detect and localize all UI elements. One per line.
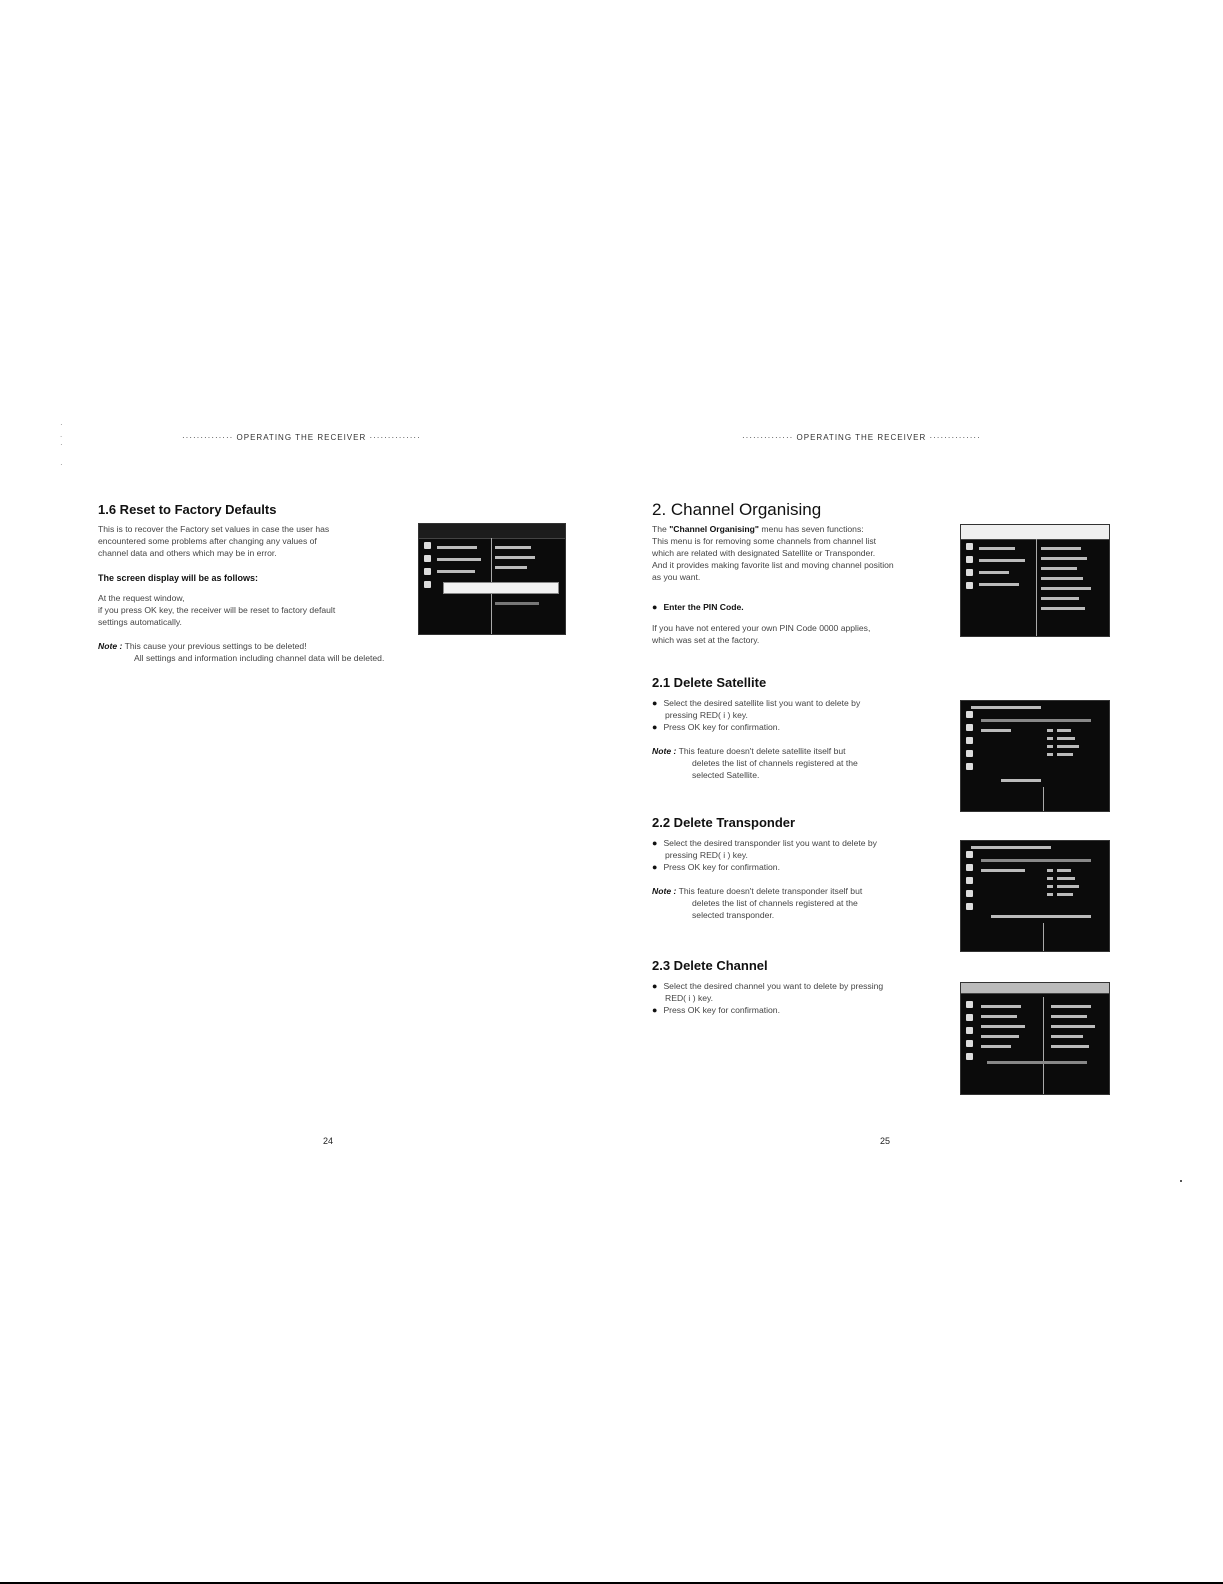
reset-note <box>98 640 478 664</box>
pin-bullet: ● Enter the PIN Code. <box>652 602 744 612</box>
page-number-right: 25 <box>880 1136 891 1146</box>
section-title-reset: 1.6 Reset to Factory Defaults <box>98 502 277 517</box>
screen-delete-channel <box>960 982 1110 1095</box>
scan-specks: · . · · <box>60 420 63 469</box>
page-number-left: 24 <box>323 1136 334 1146</box>
menu-icons <box>423 542 433 594</box>
screen-channel-organising <box>960 524 1110 637</box>
request-line: if you press OK key, the receiver will be reset to factory default <box>98 605 336 615</box>
screen-label: The screen display will be as follows: <box>98 573 259 583</box>
delete-channel-steps: ● Select the desired channel you want to delete by pressing RED( i ) key. ● Press OK key for confirmation. <box>652 981 884 1015</box>
section-title-delete-channel: 2.3 Delete Channel <box>652 958 768 973</box>
intro-line: encountered some problems after changing any values of <box>98 536 317 546</box>
note-line: All settings and information including channel data will be deleted. <box>134 653 385 663</box>
screen-reset-factory <box>418 523 566 635</box>
note-label: Note : <box>98 641 123 651</box>
pin-line: which was set at the factory. <box>652 635 760 645</box>
scan-dot <box>1180 1180 1182 1182</box>
running-header-right: ·············· OPERATING THE RECEIVER ·············· <box>742 433 981 442</box>
pin-line: If you have not entered your own PIN Code 0000 applies, <box>652 623 871 633</box>
reset-intro <box>98 523 398 559</box>
screen-delete-transponder <box>960 840 1110 952</box>
organising-intro: The "Channel Organising" menu has seven functions: This menu is for removing some channels from channel list which are related with designated Satellite or Transponder. And it provides making favorite list and moving channel position as you want. <box>652 523 952 583</box>
section-title-delete-satellite: 2.1 Delete Satellite <box>652 675 767 690</box>
screen-title-bar <box>419 524 565 539</box>
request-window <box>443 582 559 594</box>
intro-line: as you want. <box>652 572 701 582</box>
pin-text <box>652 622 952 646</box>
intro-line: And it provides making favorite list and moving channel position <box>652 560 894 570</box>
request-line: settings automatically. <box>98 617 182 627</box>
section-title-channel-organising: 2. Channel Organising <box>652 500 822 519</box>
running-header-left: ·············· OPERATING THE RECEIVER ·············· <box>182 433 421 442</box>
intro-line: This menu is for removing some channels from channel list <box>652 536 877 546</box>
delete-satellite-note: Note : This feature doesn't delete satellite itself but deletes the list of channels registered at the selected Satellite. <box>652 746 858 780</box>
section-title-delete-transponder: 2.2 Delete Transponder <box>652 815 796 830</box>
screen-delete-satellite <box>960 700 1110 812</box>
intro-line: This is to recover the Factory set values in case the user has <box>98 524 330 534</box>
intro-line: channel data and others which may be in error. <box>98 548 277 558</box>
delete-transponder-note: Note : This feature doesn't delete transponder itself but deletes the list of channels registered at the selected transponder. <box>652 886 863 920</box>
intro-line: which are related with designated Satellite or Transponder. <box>652 548 876 558</box>
delete-satellite-steps: ● Select the desired satellite list you want to delete by pressing RED( i ) key. ● Press OK key for confirmation. <box>652 698 861 732</box>
note-line: This cause your previous settings to be deleted! <box>124 641 307 651</box>
request-text <box>98 592 418 628</box>
delete-transponder-steps: ● Select the desired transponder list you want to delete by pressing RED( i ) key. ● Press OK key for confirmation. <box>652 838 877 872</box>
request-line: At the request window, <box>98 593 185 603</box>
